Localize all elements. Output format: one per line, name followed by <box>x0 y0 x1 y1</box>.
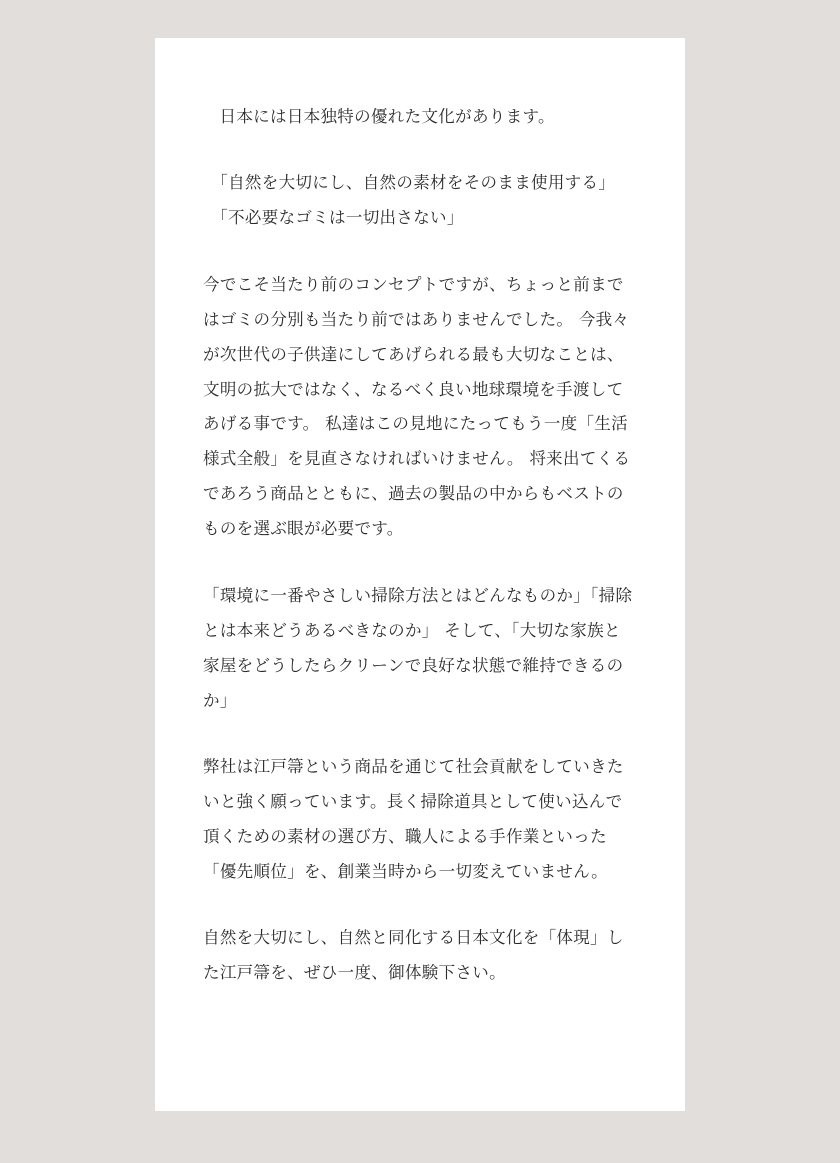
document-body <box>203 100 637 991</box>
paragraph-concept: 今でこそ当たり前のコンセプトですが、ちょっと前まではゴミの分別も当たり前ではありませんでした。 今我々が次世代の子供達にしてあげられる最も大切なことは、文明の拡大ではなく、なるべく良い地球環境を手渡してあげる事です。 私達はこの見地にたってもう一度「生活様式全般」を見直さなければいけません。 将来出てくるであろう商品とともに、過去の製品の中からもベストのものを選ぶ眼が必要です。 <box>203 274 631 539</box>
paragraph-company: 弊社は江戸箒という商品を通じて社会貢献をしていきたいと強く願っています。長く掃除道具として使い込んで頂くための素材の選び方、職人による手作業といった「優先順位」を、創業当時から一切変えていません。 <box>203 756 624 881</box>
document-page <box>155 38 685 1111</box>
paragraph-closing: 自然を大切にし、自然と同化する日本文化を「体現」した江戸箒を、ぜひ一度、御体験下さい。 <box>203 928 624 983</box>
paragraph-quote-nature: 「自然を大切にし、自然の素材をそのまま使用する」 <box>211 173 616 193</box>
paragraph-intro: 日本には日本独特の優れた文化があります。 <box>219 107 555 126</box>
paragraph-questions: 「環境に一番やさしい掃除方法とはどんなものか」「掃除とは本来どうあるべきなのか」 そして、「大切な家族と家屋をどうしたらクリーンで良好な状態で維持できるのか」 <box>203 585 633 710</box>
paragraph-quote-waste: 「不必要なゴミは一切出さない」 <box>211 208 464 228</box>
